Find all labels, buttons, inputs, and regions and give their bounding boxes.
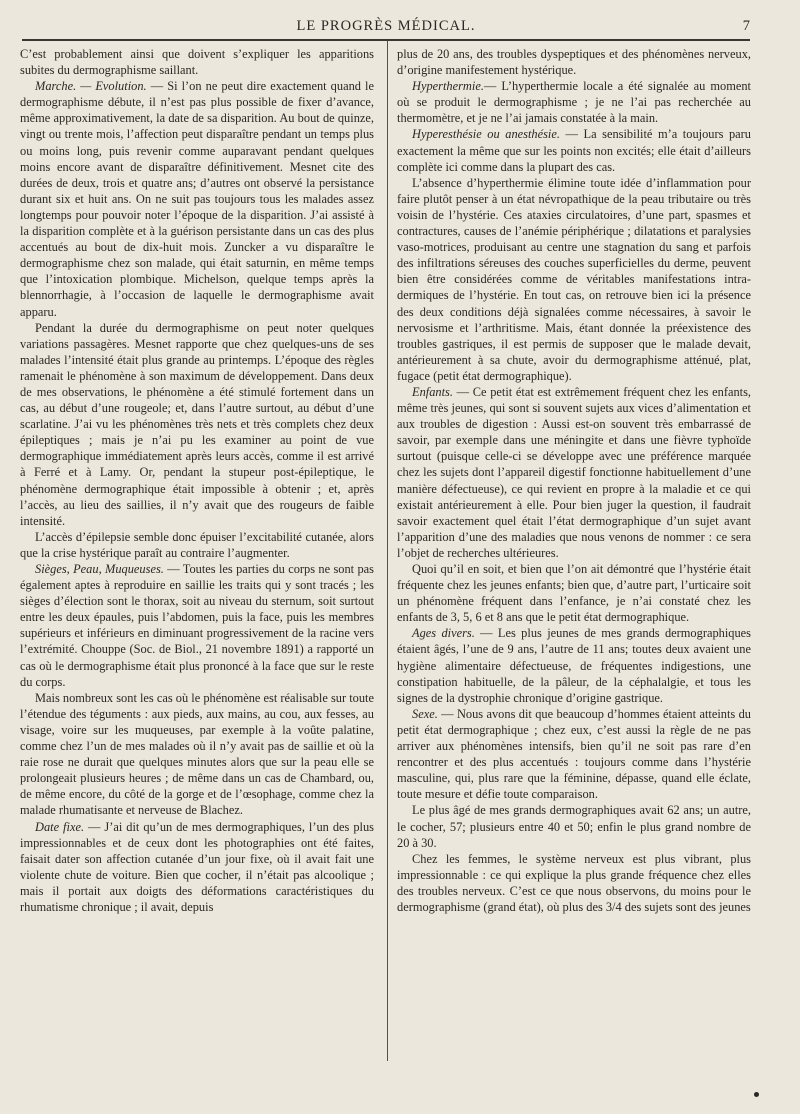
paragraph-lead: Date fixe. — [35, 819, 85, 834]
paragraph-text: plus de 20 ans, des troubles dyspeptiques et des phénomènes nerveux, d’origine manifestement hystérique. — [397, 47, 751, 78]
paragraph-text: — Ce petit état est extrêmement fréquent chez les enfants, même très jeunes, qui sont si souvent sujets aux vices d’alimentation et aux troubles de digestion : Aussi est-on souvent très embarrassé de savoir, par exemple dans une méningite et dans une fièvre typhoïde surtout (puisque celle-ci se développe avec une préférence marquée chez les sujets dont l’appareil digestif fonctionne habituellement d’une manière défectueuse), ce qui revient en propre à la maladie et ce qui existait antérieurement à elle. Pour bien juger la question, il faudrait savoir exactement quel était l’état dermographique d’un sujet avant l’apparition d’une des maladies que nous venons de nommer : ce sera l’objet de recherches ultérieures. — [397, 384, 751, 560]
paragraph-text: Mais nombreux sont les cas où le phénomène est réalisable sur toute l’étendue des téguments : aux pieds, aux mains, au cou, aux fesses, au visage, voire sur les muqueuses, par exemple à la voûte palatine, comme chez l’un de mes malades où il n’y avait pas de saillie et où la raie rose ne durait que quelques minutes alors que sur la peau elle se prolongeait plusieurs heures ; de même dans un cas de Chambard, ou, de même encore, du côté de la gorge et de l’œsophage, comme chez la malade rhumatisante et nerveuse de Blachez. — [20, 690, 374, 818]
paragraph-lead: Enfants. — [412, 384, 453, 399]
paragraph — [397, 384, 751, 561]
paragraph-text: — Si l’on ne peut dire exactement quand le dermographisme débute, il n’est pas plus possible de fixer d’avance, même approximativement, la date de sa disparition. Au bout de quinze, vingt ou trente mois, l’affection peut disparaître pendant un temps plus ou moins long, puis revenir comme auparavant pendant quelques moins encore avant de disparaître définitivement. Mesnet cite des durées de deux, trois et quatre ans; d’autres ont observé la persistance durant six et huit ans. On ne suit pas toujours tous les malades assez longtemps pour pouvoir noter l’époque de la disparition. J’ai assisté à la disparition complète et à la guérison persistante dans un cas des plus accentués au bout de dix-huit mois. Zuncker a vu disparaître le dermographisme chez son malade, qui était saturnin, en même temps que l’intoxication plombique. Michelson, quelque temps après la blennorrhagie, à l’occasion de laquelle le dermographisme avait apparu. — [20, 79, 374, 319]
page-number: 7 — [742, 18, 750, 34]
left-column — [20, 46, 374, 915]
header-rule — [22, 39, 750, 41]
paragraph-text: — Nous avons dit que beaucoup d’hommes étaient atteints du petit état dermographique ; chez eux, c’est aussi la règle de ne pas arriver aux phénomènes intensifs, bien qu’il ne soit pas rare d’en rencontrer et des plus accentués : toujours comme dans l’hystérie masculine, qui, plus rare que la féminine, dépasse, quand elle éclate, toute mesure et défie toute comparaison. — [397, 706, 751, 802]
paragraph — [397, 78, 751, 126]
paragraph-text: — J’ai dit qu’un de mes dermographiques, l’un des plus impressionnables et de ceux dont les photographies ont été faites, faisait dater son affection cutanée d’un jour fixe, où il avait fait une violente chute de voiture. Bien que cocher, il n’était pas alcoolique ; mais il portait aux doigts des déformations caractéristiques du rhumatisme chronique ; il avait, depuis — [20, 819, 374, 914]
column-divider — [387, 41, 388, 1061]
paragraph — [397, 625, 751, 705]
paragraph-lead: Sièges, Peau, Muqueuses. — [35, 562, 164, 576]
paragraph — [20, 561, 374, 690]
paragraph — [20, 529, 374, 561]
paragraph — [20, 320, 374, 529]
paragraph — [397, 706, 751, 803]
paragraph-lead: Marche. — Evolution. — [35, 79, 147, 94]
paragraph-text: Quoi qu’il en soit, et bien que l’on ait démontré que l’hystérie était fréquente chez les jeunes enfants; bien que, d’autre part, l’urticaire soit un phénomène fréquent dans l’enfance, je n’ai constaté chez les enfants de 3, 5, 6 et 8 ans que le petit état dermographique. — [397, 562, 751, 625]
paragraph-text: Pendant la durée du dermographisme on peut noter quelques variations passagères. Mesnet rapporte que chez quelques-uns de ses malades l’intensité était plus grande au printemps. L’époque des règles ramenait le phénomène à son maximum de développement. Dans deux de mes observations, le phénomène a été stimulé fortement dans un cas, au début d’une rougeole; et, dans l’autre surtout, au début d’une scarlatine. J’ai vu les phénomènes très nets et très complets chez deux épileptiques ; mais je n’ai pu les examiner au point de vue dermographique immédiatement après leurs accès, comme il est arrivé à Ferré et à Lamy. Or, pendant la stupeur post-épileptique, le phénomène dermographique était impossible à obtenir ; et, après l’accès, au lieu des saillies, il n’y avait que des rougeurs de faible intensité. — [20, 320, 374, 528]
page-header — [22, 18, 750, 36]
paragraph — [397, 175, 751, 384]
paragraph — [20, 46, 374, 78]
paragraph — [397, 802, 751, 850]
paragraph-text: L’absence d’hyperthermie élimine toute idée d’inflammation pour faire plutôt penser à un état névropathique de la peau tributaire ou très voisin de l’hystérie. Ces ataxies circulatoires, d’une part, spasmes et contractures, causes de l’anémie périphérique ; dilatations et paralysies vaso-motrices, produisant au centre une stagnation du sang et parfois des infiltrations séreuses des couches superficielles du derme, peuvent bien être considérées comme de véritables manifestations intra-dermiques de l’hystérie. En tout cas, on retrouve bien ici la présence des deux conditions déjà signalées comme nécessaires, à savoir le nervosisme et l’arthritisme. Mais, étant donnée la préexistence des troubles gastriques, il est permis de supposer que le malade devait, antérieurement à sa chute, avoir du dermographisme atténué, plat, fugace (petit état dermographique). — [397, 175, 751, 383]
paragraph-text: — L’hyperthermie locale a été signalée au moment où se produit le dermographisme ; je ne l’ai pas recherchée au thermomètre, et je ne l’ai jamais constatée à la main. — [397, 79, 751, 126]
paragraph — [20, 819, 374, 916]
paragraph-text: — Toutes les parties du corps ne sont pas également aptes à reproduire en saillie les traits qui y sont tracés ; les sièges d’élection sont le thorax, soit au niveau du sternum, soit surtout entre les deux épaules, puis l’abdomen, puis la face, puis les membres supérieurs et inférieurs en diminuant progressivement de la racine vers l’extrémité. Chouppe (Soc. de Biol., 21 novembre 1891) a rapporté un cas où le dermographisme était plus prononcé à la face que sur le reste du corps. — [20, 562, 374, 689]
paragraph-lead: Hyperthermie. — [412, 79, 484, 94]
paragraph — [20, 78, 374, 319]
page-mark — [754, 1092, 759, 1097]
paragraph-lead: Sexe. — [412, 706, 438, 721]
paragraph-text: C’est probablement ainsi que doivent s’expliquer les apparitions subites du dermographisme saillant. — [20, 47, 374, 78]
paragraph-lead: Ages divers. — [412, 626, 475, 641]
paragraph-text: Le plus âgé de mes grands dermographiques avait 62 ans; un autre, le cocher, 57; plusieurs entre 40 et 50; enfin le plus grand nombre de 20 à 30. — [397, 803, 751, 850]
paragraph — [397, 851, 751, 915]
paragraph — [397, 561, 751, 625]
paragraph-text: Chez les femmes, le système nerveux est plus vibrant, plus impressionnable : ce qui explique la plus grande fréquence chez elles des troubles nerveux. C’est ce que nous observons, du moins pour le dermographisme (grand état), où plus des 3/4 des sujets sont des jeunes — [397, 851, 751, 914]
paragraph — [397, 46, 751, 78]
right-column — [397, 46, 751, 915]
paragraph — [20, 690, 374, 819]
paragraph-lead: Hyperesthésie ou anesthésie. — [412, 127, 560, 142]
paragraph — [397, 126, 751, 174]
running-title: LE PROGRÈS MÉDICAL. — [296, 18, 476, 34]
paragraph-text: — La sensibilité m’a toujours paru exactement la même que sur les points non excités; elle était d’ailleurs complète ici comme dans la plupart des cas. — [397, 127, 752, 174]
paragraph-text: L’accès d’épilepsie semble donc épuiser l’excitabilité cutanée, alors que la crise hystérique paraît au contraire l’augmenter. — [20, 529, 374, 560]
paragraph-text: — Les plus jeunes de mes grands dermographiques étaient âgés, l’une de 9 ans, l’autre de 11 ans; toutes deux avaient une hygiène alimentaire défectueuse, de fréquentes indigestions, une constipation habituelle, de la pâleur, de la céphalalgie, et tous les signes de la dystrophie chronique d’origine gastrique. — [397, 626, 751, 705]
